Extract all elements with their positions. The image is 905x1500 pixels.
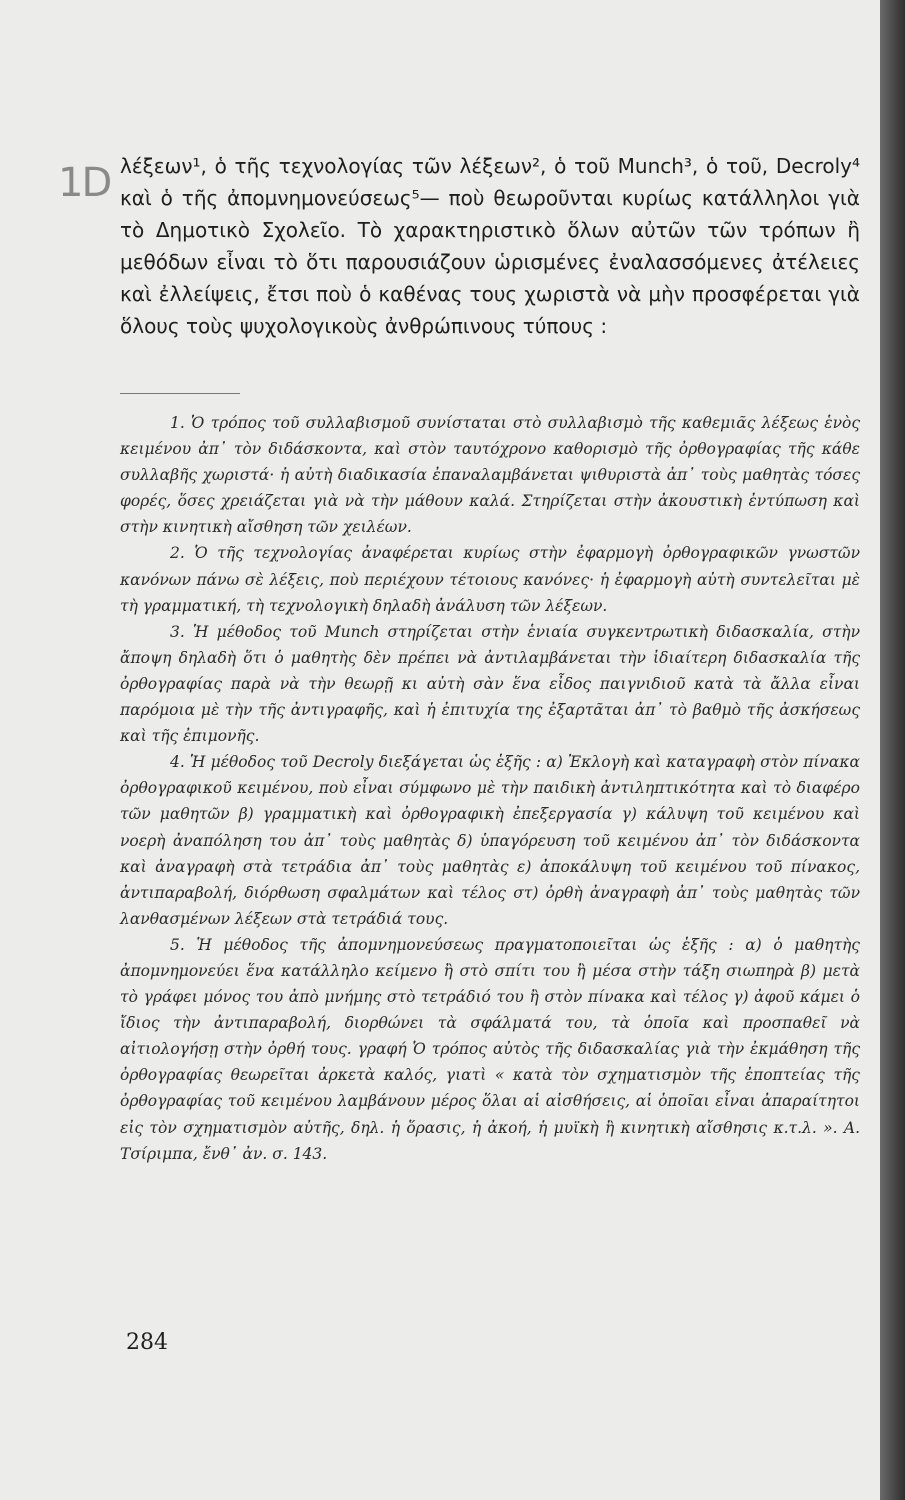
book-edge [880,0,905,1500]
footnote-5: 5. Ἡ μέθοδος τῆς ἀπομνημονεύσεως πραγματοποιεῖται ὡς ἑξῆς : α) ὁ μαθητὴς ἀπομνημονεύει ἕνα κατάλληλο κείμενο ἢ στὸ σπίτι του ἢ μέσα στὴν τάξη σιωπηρὰ β) μετὰ τὸ γράφει μόνος του ἀπὸ μνήμης στὸ τετράδιό του ἢ στὸν πίνακα καὶ τέλος γ) ἀφοῦ κάμει ὁ ἴδιος τὴν ἀντιπαραβολή, διορθώνει τὰ σφάλματά του, τὰ ὁποῖα καὶ προσπαθεῖ νὰ αἰτιολογήσῃ στὴν ὀρθή τους. γραφή Ὁ τρόπος αὐτὸς τῆς διδασκαλίας γιὰ τὴν ἐκμάθηση τῆς ὀρθογραφίας θεωρεῖται ἀρκετὰ καλός, γιατὶ « κατὰ τὸν σχηματισμὸν τῆς ἐποπτείας τῆς ὀρθογραφίας τοῦ κειμένου λαμβάνουν μέρος ὅλαι αἱ αἰσθήσεις, αἱ ὁποῖαι εἶναι ἀπαραίτητοι εἰς τὸν σχηματισμὸν αὐτῆς, δηλ. ἡ ὅρασις, ἡ ἀκοή, ἡ μυϊκὴ ἢ κινητικὴ αἴσθησις κ.τ.λ. ». Α. Τσίριμπα, ἔνθ᾽ ἀν. σ. 143. [120,935,860,1163]
handwritten-margin-note: 1D [58,160,111,206]
footnote-separator [120,393,240,394]
footnotes [120,410,860,1167]
main-text-block [120,150,860,342]
footnote-1: 1. Ὁ τρόπος τοῦ συλλαβισμοῦ συνίσταται στὸ συλλαβισμὸ τῆς καθεμιᾶς λέξεως ἑνὸς κειμένου ἀπ᾽ τὸν διδάσκοντα, καὶ στὸν ταυτόχρονο καθορισμὸ τῆς ὀρθογραφίας τῆς κάθε συλλαβῆς χωριστά· ἡ αὐτὴ διαδικασία ἐπαναλαμβάνεται ψιθυριστὰ ἀπ᾽ τοὺς μαθητὰς τόσες φορές, ὅσες χρειάζεται γιὰ νὰ τὴν μάθουν καλά. Στηρίζεται στὴν ἀκουστικὴ ἐντύπωση καὶ στὴν κινητικὴ αἴσθηση τῶν χειλέων. [120,414,860,537]
footnote-3: 3. Ἡ μέθοδος τοῦ Munch στηρίζεται στὴν ἑνιαία συγκεντρωτικὴ διδασκαλία, στὴν ἄποψη δηλαδὴ ὅτι ὁ μαθητὴς δὲν πρέπει νὰ ἀντιλαμβάνεται τὴν ἰδιαίτερη διδασκαλία τῆς ὀρθογραφίας παρὰ νὰ τὴν θεωρῇ κι αὐτὴ σὰν ἕνα εἶδος παιγνιδιοῦ κατὰ τὰ ἄλλα εἶναι παρόμοια μὲ τὴν τῆς ἀντιγραφῆς, καὶ ἡ ἐπιτυχία της ἐξαρτᾶται ἀπ᾽ τὸ βαθμὸ τῆς ἀσκήσεως καὶ τῆς ἐπιμονῆς. [120,622,860,746]
page-number: 284 [126,1330,168,1355]
footnote-4: 4. Ἡ μέθοδος τοῦ Decroly διεξάγεται ὡς ἑξῆς : α) Ἐκλογὴ καὶ καταγραφὴ στὸν πίνακα ὀρθογραφικοῦ κειμένου, ποὺ εἶναι σύμφωνο μὲ τὴν παιδικὴ ἀντιληπτικότητα καὶ τὸ διαφέρο τῶν μαθητῶν β) γραμματικὴ καὶ ὀρθογραφικὴ ἐπεξεργασία γ) κάλυψη τοῦ κειμένου καὶ νοερὴ ἀναπόληση του ἀπ᾽ τοὺς μαθητὰς δ) ὑπαγόρευση τοῦ κειμένου ἀπ᾽ τὸν διδάσκοντα καὶ ἀναγραφὴ στὰ τετράδια ἀπ᾽ τοὺς μαθητὰς ε) ἀποκάλυψη τοῦ κειμένου τοῦ πίνακος, ἀντιπαραβολή, διόρθωση σφαλμάτων καὶ τέλος στ) ὀρθὴ ἀναγραφὴ ἀπ᾽ τοὺς μαθητὰς τῶν λανθασμένων λέξεων στὰ τετράδιά τους. [120,753,860,928]
main-paragraph: λέξεων¹, ὁ τῆς τεχνολογίας τῶν λέξεων², ὁ τοῦ Munch³, ὁ τοῦ, Decroly⁴ καὶ ὁ τῆς ἀπομνημονεύσεως⁵— ποὺ θεωροῦνται κυρίως κατάλληλοι γιὰ τὸ Δημοτικὸ Σχολεῖο. Τὸ χαρακτηριστικὸ ὅλων αὐτῶν τῶν τρόπων ἢ μεθόδων εἶναι τὸ ὅτι παρουσιάζουν ὡρισμένες ἐναλασσόμενες ἀτέλειες καὶ ἐλλείψεις, ἔτσι ποὺ ὁ καθένας τους χωριστὰ νὰ μὴν προσφέρεται γιὰ ὅλους τοὺς ψυχολογικοὺς ἀνθρώπινους τύπους : [120,154,860,338]
footnote-2: 2. Ὁ τῆς τεχνολογίας ἀναφέρεται κυρίως στὴν ἐφαρμογὴ ὀρθογραφικῶν γνωστῶν κανόνων πάνω σὲ λέξεις, ποὺ περιέχουν τέτοιους κανόνες· ἡ ἐφαρμογὴ αὐτὴ συντελεῖται μὲ τὴ γραμματική, τὴ τεχνολογικὴ δηλαδὴ ἀνάλυση τῶν λέξεων. [120,544,860,615]
